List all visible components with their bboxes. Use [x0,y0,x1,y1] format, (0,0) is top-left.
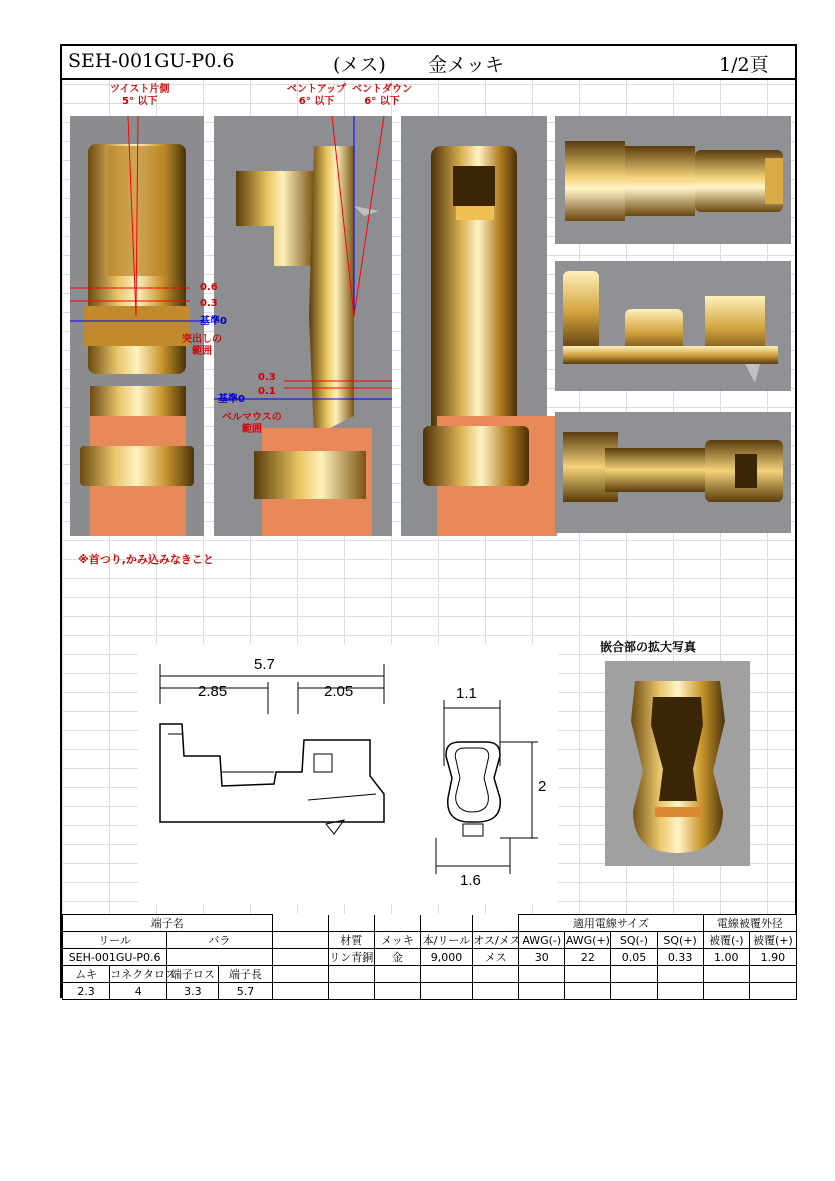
sq-min-value: 0.05 [611,949,657,966]
bend-up-limit: 6° 以下 [298,96,335,107]
awg-max-value: 22 [565,949,611,966]
photo2-reference: 基準0 [218,394,245,405]
hdr-connector-loss: コネクタロス [110,966,167,983]
awg-min-value: 30 [519,949,565,966]
terminal-photo-front [401,116,547,536]
terminal-photo-side [214,116,392,536]
gender-label: (メス) [333,54,386,76]
hdr-pcs-per-reel: 本/リール [420,932,472,949]
mating-photo [605,661,750,866]
spec-table [62,914,797,1000]
hdr-terminal-loss: 端子ロス [167,966,219,983]
dim-width-bottom: 1.6 [460,872,481,889]
hdr-terminal-name: 端子名 [63,915,273,932]
hdr-awg-min: AWG(-) [519,932,565,949]
reel-part-number: SEH-001GU-P0.6 [63,949,167,966]
plating-value: 金 [374,949,420,966]
plating-label: 金メッキ [428,54,505,76]
hdr-applicable-wire: 適用電線サイズ [519,915,704,932]
hdr-ins-max: 被覆(+) [749,932,796,949]
hdr-reel: リール [63,932,167,949]
part-number: SEH-001GU-P0.6 [68,50,235,72]
ins-min-value: 1.00 [703,949,749,966]
hdr-terminal-length: 端子長 [219,966,272,983]
dimension-drawing [138,644,558,904]
photo1-reference: 基準0 [200,316,227,327]
pcs-per-reel-value: 9,000 [420,949,472,966]
dim-left-length: 2.85 [198,683,228,700]
hdr-insulation-od: 電線被覆外径 [703,915,796,932]
bend-up-label: ベントアップ [287,84,346,95]
photo1-dim-06: 0.6 [200,282,218,293]
twist-limit: 5° 以下 [121,96,158,107]
page-number: 1/2頁 [719,54,769,76]
title-bar [62,46,795,80]
terminal-photo-bottom-horizontal [555,412,791,533]
photo2-dim-01: 0.1 [258,386,276,397]
strip-value: 2.3 [63,983,110,1000]
terminal-loss-value: 3.3 [167,983,219,1000]
terminal-length-value: 5.7 [219,983,272,1000]
gender-value: メス [473,949,519,966]
bellmouth-label: ベルマウスの [222,412,282,423]
hdr-material: 材質 [328,932,374,949]
bellmouth-range: 範囲 [241,424,262,435]
dim-right-length: 2.05 [324,683,354,700]
dim-overall-length: 5.7 [254,656,275,673]
mating-photo-title: 嵌合部の拡大写真 [600,640,697,654]
hdr-awg-max: AWG(+) [565,933,610,947]
spec-sheet [60,44,797,998]
terminal-photo-top-horizontal [555,116,791,244]
protrusion-label: 突出しの [182,334,222,345]
bend-down-limit: 6° 以下 [364,96,400,107]
hdr-loose: バラ [167,932,272,949]
bend-down-label: ベントダウン [352,84,412,95]
connector-loss-value: 4 [110,983,167,1000]
hdr-ins-min: 被覆(-) [703,932,749,949]
hdr-sq-max: SQ(+) [657,932,703,949]
caution-note: ※首つり,かみ込みなきこと [78,553,214,566]
ins-max-value: 1.90 [749,949,796,966]
dim-height: 2 [538,778,547,795]
hdr-gender: オス/メス [473,932,519,949]
photo2-dim-03: 0.3 [258,372,276,383]
terminal-photo-side-horizontal [555,261,791,391]
hdr-sq-min: SQ(-) [611,932,657,949]
dim-width-top: 1.1 [456,685,477,702]
photo1-dim-03: 0.3 [200,298,218,309]
hdr-plating: メッキ [374,932,420,949]
twist-label: ツイスト片側 [110,84,170,95]
terminal-photo-twist [70,116,204,536]
material-value: リン青銅 [328,949,374,966]
protrusion-range: 範囲 [192,346,212,357]
sq-max-value: 0.33 [657,949,703,966]
hdr-strip: ムキ [63,966,110,983]
